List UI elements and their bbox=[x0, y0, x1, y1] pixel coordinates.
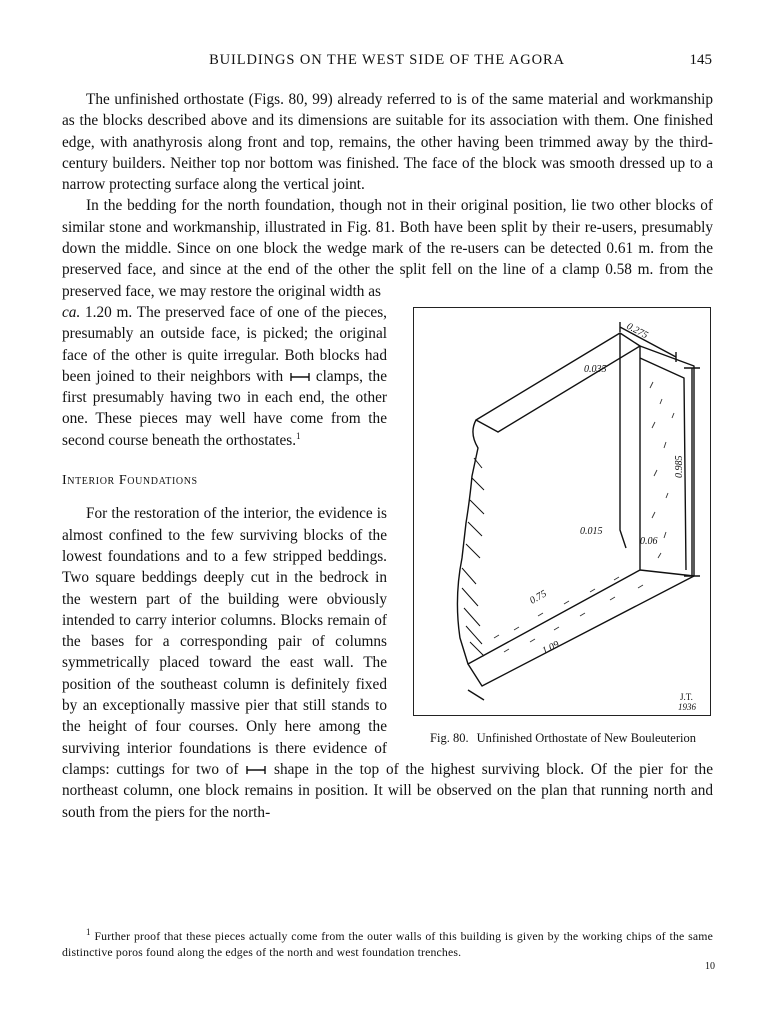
paragraph-2-text-ca: ca. bbox=[62, 303, 81, 321]
main-text bbox=[62, 89, 713, 823]
dim-top-label: 0.275 bbox=[624, 320, 650, 342]
figure-80 bbox=[413, 307, 713, 746]
paragraph-3-text-a: For the restoration of the interior, the evidence is almost confined to the few surviving blocks of the lowest foundations and to a few stripped beddings. Two square beddings deeply cut in the bedrock in the western part of the building were obviously intended to carry interior columns. Blocks remain of the bases for a corresponding pair of columns symmetrically placed toward the east wall. The position of the southeast column is definitely fixed by an exceptionally massive pier that still stands to the height of four courses. Only here among the surviving interior foundations is there evidence of clamps: cuttings for two of bbox=[62, 505, 387, 778]
drawing-year: 1936 bbox=[678, 701, 696, 712]
drawing-initials: J.T. bbox=[680, 691, 693, 702]
paragraph-2-text-a: In the bedding for the north foundation, though not in their original position, lie two other blocks of similar stone and workmanship, illustrated in Fig. 81. Both have been split by their re-users, presumably down the middle. Since on one block the wedge mark of the re-users can be detected 0.61 m. from the preserved face, and since at the end of the other the split fell on the line of a clamp 0.58 m. from the preserved face, we may restore the original width as bbox=[62, 197, 713, 300]
dim-margin-label: 0.015 bbox=[580, 525, 603, 537]
dim-edge-label: 0.06 bbox=[640, 535, 658, 547]
figure-frame bbox=[413, 307, 711, 716]
footnote-text: Further proof that these pieces actually come from the outer walls of this building is given by the working chips of the same distinctive poros found along the edges of the north and west foundation trenches. bbox=[62, 929, 713, 959]
dim-diag-label: 0.75 bbox=[528, 588, 549, 607]
footnote-marker: 1 bbox=[86, 927, 91, 938]
footnote-reference: 1 bbox=[296, 430, 301, 441]
paragraph-1: The unfinished orthostate (Figs. 80, 99) already referred to is of the same material and workmanship as the blocks described above and its dimensions are suitable for its association with them. One finished edge, with anathyrosis along front and top, remains, the other having been trimmed away by the third-century builders. Neither top nor bottom was finished. The face of the block was smooth dressed up to a narrow protecting surface along the vertical joint. bbox=[62, 91, 713, 194]
signature-mark: 10 bbox=[705, 961, 715, 972]
paragraph-2-text-b: 1.20 m. The preserved face of one of the pieces, presumably an outside face, is picked; the original face of the other is quite irregular. Both blocks had been joined to their neighbors with bbox=[62, 303, 387, 385]
paragraph-3-text-b: shape in the top of the highest surviving block. Of the pier for the northeast column, one block remains in position. It will be observed on the plan that running north and south from the piers for the north- bbox=[62, 760, 713, 821]
dim-length-label: 1.09 bbox=[540, 639, 562, 657]
caption-text: Unfinished Orthostate of New Bouleuterion bbox=[476, 730, 696, 745]
orthostate-drawing bbox=[414, 308, 710, 715]
clamp-shape-icon bbox=[245, 765, 267, 775]
page-number: 145 bbox=[689, 52, 712, 68]
running-head bbox=[62, 52, 712, 74]
paragraph-2-text-c: clamps, the first presumably having two in each end, the other one. These pieces may well have come from the second course beneath the orthostates. bbox=[62, 367, 387, 449]
clamp-symbol-icon bbox=[289, 372, 311, 382]
figure-caption bbox=[413, 730, 713, 746]
paragraph-2 bbox=[62, 195, 713, 301]
running-head-title: BUILDINGS ON THE WEST SIDE OF THE AGORA bbox=[209, 52, 565, 68]
dim-height-label: 0.985 bbox=[674, 455, 685, 478]
section-heading: Interior Foundations bbox=[62, 473, 198, 489]
dim-inner-top-label: 0.035 bbox=[584, 363, 607, 375]
caption-number: Fig. 80. bbox=[430, 730, 469, 745]
footnote bbox=[62, 928, 713, 960]
